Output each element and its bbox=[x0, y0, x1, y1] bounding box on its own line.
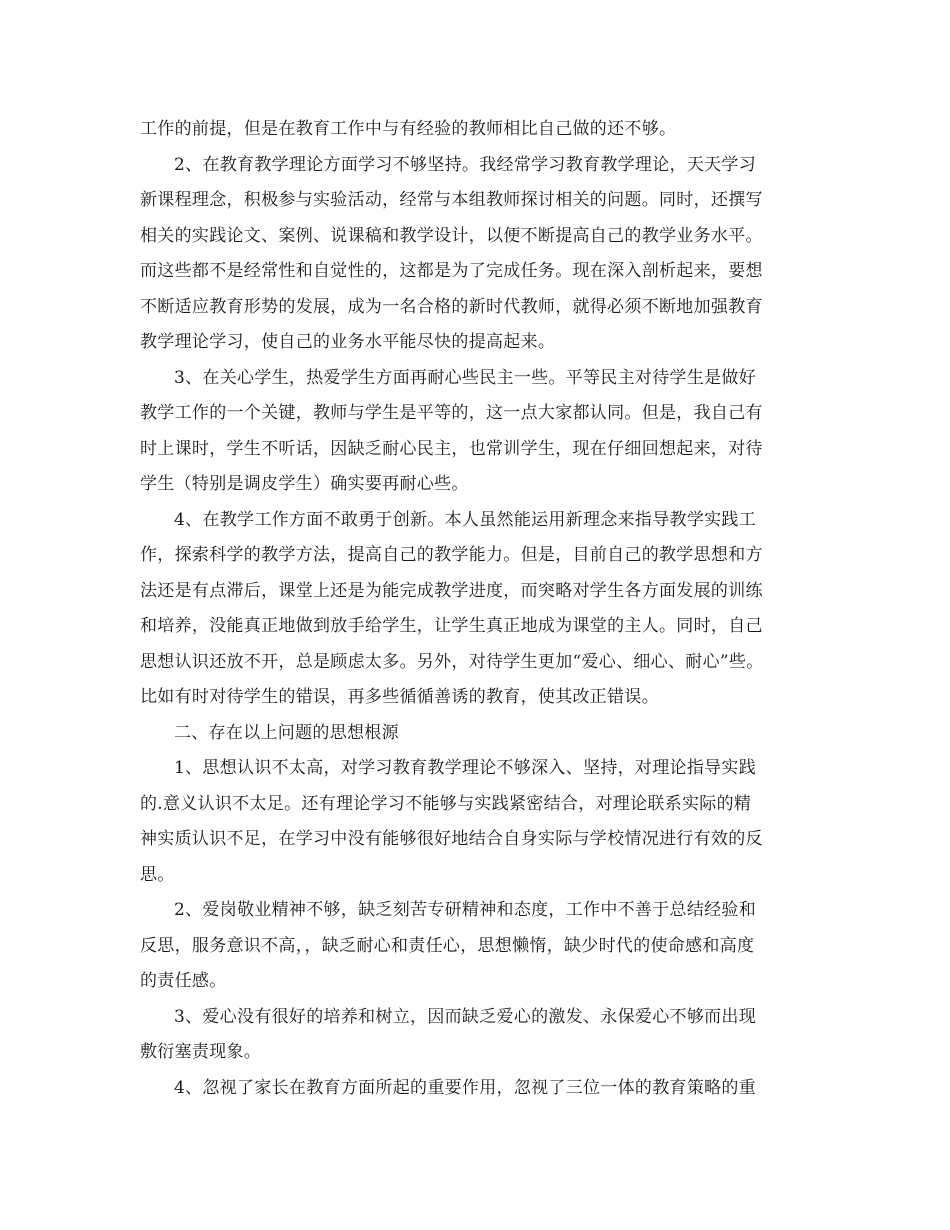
text-line: 的.意义认识不太足。还有理论学习不能够与实践紧密结合，对理论联系实际的精 bbox=[140, 793, 752, 814]
text-line: 反思，服务意识不高，，缺乏耐心和责任心，思想懒惰，缺少时代的使命感和高度 bbox=[140, 935, 755, 956]
text-line: 时上课时，学生不听话，因缺乏耐心民主，也常训学生，现在仔细回想起来，对待 bbox=[140, 438, 763, 459]
section-heading: 二、存在以上问题的思想根源 bbox=[174, 722, 399, 743]
text-line: 学生（特别是调皮学生）确实要再耐心些。 bbox=[140, 474, 469, 494]
text-line: 比如有时对待学生的错误，再多些循循善诱的教育，使其改正错误。 bbox=[140, 687, 659, 707]
text-line: 工作的前提，但是在教育工作中与有经验的教师相比自己做的还不够。 bbox=[140, 119, 677, 139]
text-line: 不断适应教育形势的发展，成为一名合格的新时代教师，就得必须不断地加强教育 bbox=[140, 296, 763, 317]
text-line: 神实质认识不足，在学习中没有能够很好地结合自身实际与学校情况进行有效的反 bbox=[140, 829, 763, 849]
text-line: 作，探索科学的教学方法，提高自己的教学能力。但是，目前自己的教学思想和方 bbox=[140, 545, 763, 565]
root-cause-1-start: 1、思想认识不太高，对学习教育教学理论不够深入、坚持，对理论指导实践 bbox=[174, 758, 757, 778]
paragraph-2-start: 2、在教育教学理论方面学习不够坚持。我经常学习教育教学理论，天天学习 bbox=[174, 154, 757, 175]
text-line: 教学理论学习，使自己的业务水平能尽快的提高起来。 bbox=[140, 332, 556, 352]
text-line: 而这些都不是经常性和自觉性的，这都是为了完成任务。现在深入剖析起来，要想 bbox=[140, 261, 763, 281]
text-line: 的责任感。 bbox=[140, 971, 227, 991]
paragraph-4-start: 4、在教学工作方面不敢勇于创新。本人虽然能运用新理念来指导教学实践工 bbox=[174, 509, 757, 530]
text-line: 新课程理念，积极参与实验活动，经常与本组教师探讨相关的问题。同时，还撰写 bbox=[140, 190, 763, 210]
text-line: 敷衍塞责现象。 bbox=[140, 1042, 262, 1062]
text-line: 法还是有点滞后，课堂上还是为能完成教学进度，而突略对学生各方面发展的训练 bbox=[140, 580, 763, 601]
root-cause-3-start: 3、爱心没有很好的培养和树立，因而缺乏爱心的激发、永保爱心不够而出现 bbox=[174, 1006, 757, 1027]
paragraph-3-start: 3、在关心学生，热爱学生方面再耐心些民主一些。平等民主对待学生是做好 bbox=[174, 367, 757, 388]
text-line: 相关的实践论文、案例、说课稿和教学设计，以便不断提高自己的教学业务水平。 bbox=[140, 225, 763, 246]
root-cause-2-start: 2、爱岗敬业精神不够，缺乏刻苦专研精神和态度，工作中不善于总结经验和 bbox=[174, 900, 757, 920]
text-line: 和培养，没能真正地做到放手给学生，让学生真正地成为课堂的主人。同时，自己 bbox=[140, 616, 763, 636]
document-body bbox=[140, 112, 825, 1106]
root-cause-4-start: 4、忽视了家长在教育方面所起的重要作用，忽视了三位一体的教育策略的重 bbox=[174, 1077, 757, 1098]
text-line: 思。 bbox=[140, 864, 175, 885]
text-line: 教学工作的一个关键，教师与学生是平等的，这一点大家都认同。但是，我自己有 bbox=[140, 403, 763, 423]
text-line: 思想认识还放不开，总是顾虑太多。另外，对待学生更加“爱心、细心、耐心”些。 bbox=[140, 651, 764, 672]
